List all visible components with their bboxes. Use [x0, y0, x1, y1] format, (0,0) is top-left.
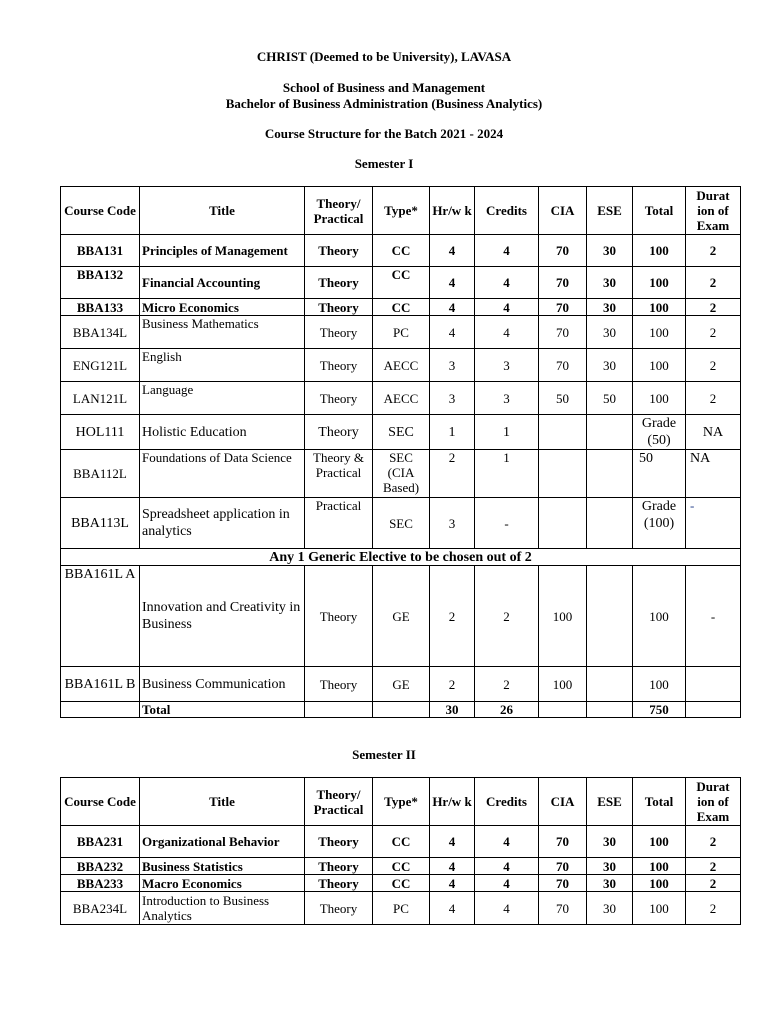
col-header: Title: [140, 778, 305, 826]
blank-cell: [373, 702, 430, 718]
col-header: Title: [140, 187, 305, 235]
course-title: Principles of Management: [140, 235, 305, 267]
col-header: Theory/ Practical: [305, 187, 373, 235]
cia: [539, 450, 587, 498]
hours-week: 2: [430, 566, 475, 667]
theory-practical: Theory: [305, 667, 373, 702]
exam-duration: 2: [686, 267, 741, 299]
course-title: Financial Accounting: [140, 267, 305, 299]
total: 100: [633, 382, 686, 415]
col-header: Theory/ Practical: [305, 778, 373, 826]
total: 100: [633, 267, 686, 299]
theory-practical: Theory: [305, 415, 373, 450]
col-header: CIA: [539, 778, 587, 826]
course-type: GE: [373, 667, 430, 702]
course-type: AECC: [373, 382, 430, 415]
hours-week: 2: [430, 450, 475, 498]
course-type: PC: [373, 316, 430, 349]
credits: 4: [475, 826, 539, 858]
table-row: [61, 566, 741, 667]
semester-1-title: Semester I: [354, 156, 414, 171]
cia: 50: [539, 382, 587, 415]
exam-duration: -: [686, 566, 741, 667]
col-header: Credits: [475, 778, 539, 826]
header-row: [61, 778, 741, 826]
cia: 70: [539, 349, 587, 382]
course-type: CC: [373, 826, 430, 858]
credits: 4: [475, 316, 539, 349]
table-row: [61, 858, 741, 875]
hours-week: 3: [430, 349, 475, 382]
theory-practical: Theory: [305, 349, 373, 382]
course-code: BBA232: [61, 858, 140, 875]
col-header: Type*: [373, 778, 430, 826]
course-code: BBA234L: [61, 892, 140, 925]
col-header: Course Code: [61, 778, 140, 826]
course-code: BBA161L A: [61, 566, 140, 667]
total: 50: [633, 450, 686, 498]
cia: 70: [539, 858, 587, 875]
semester-1-table: [60, 186, 741, 718]
hours-week: 4: [430, 892, 475, 925]
exam-duration: 2: [686, 349, 741, 382]
theory-practical: Theory: [305, 826, 373, 858]
exam-duration: [686, 667, 741, 702]
col-header: Durat ion of Exam: [686, 778, 741, 826]
course-code: ENG121L: [61, 349, 140, 382]
hours-week: 4: [430, 858, 475, 875]
ese: 30: [587, 349, 633, 382]
exam-duration: 2: [686, 382, 741, 415]
exam-duration: 2: [686, 858, 741, 875]
course-type: SEC (CIA Based): [373, 450, 430, 498]
course-title: Macro Economics: [140, 875, 305, 892]
col-header: Credits: [475, 187, 539, 235]
cia: 70: [539, 826, 587, 858]
course-title: Business Mathematics: [140, 316, 305, 349]
course-type: SEC: [373, 498, 430, 549]
theory-practical: Theory: [305, 267, 373, 299]
total-label: Total: [140, 702, 305, 718]
ese: 30: [587, 235, 633, 267]
theory-practical: Theory: [305, 566, 373, 667]
exam-duration: 2: [686, 892, 741, 925]
total: 100: [633, 235, 686, 267]
ese: 30: [587, 267, 633, 299]
course-title: Introduction to Business Analytics: [140, 892, 305, 925]
cia: 70: [539, 875, 587, 892]
total: Grade (100): [633, 498, 686, 549]
ese: 30: [587, 826, 633, 858]
credits: 3: [475, 382, 539, 415]
theory-practical: Theory: [305, 858, 373, 875]
course-title: Business Communication: [140, 667, 305, 702]
credits: 2: [475, 566, 539, 667]
total: 100: [633, 316, 686, 349]
course-code: LAN121L: [61, 382, 140, 415]
exam-duration: 2: [686, 235, 741, 267]
course-code: BBA133: [61, 299, 140, 316]
col-header: Hr/w k: [430, 187, 475, 235]
ese: 30: [587, 892, 633, 925]
exam-duration: NA: [686, 450, 741, 498]
col-header: Type*: [373, 187, 430, 235]
theory-practical: Theory: [305, 316, 373, 349]
total: 100: [633, 299, 686, 316]
theory-practical: Theory: [305, 299, 373, 316]
total-row: [61, 702, 741, 718]
course-type: GE: [373, 566, 430, 667]
hours-week: 3: [430, 498, 475, 549]
cia: 100: [539, 667, 587, 702]
course-type: AECC: [373, 349, 430, 382]
university-title: CHRIST (Deemed to be University), LAVASA: [256, 49, 512, 64]
hours-week: 2: [430, 667, 475, 702]
credits: 4: [475, 299, 539, 316]
credits: 3: [475, 349, 539, 382]
credits: 1: [475, 450, 539, 498]
exam-duration: 2: [686, 299, 741, 316]
table-row: [61, 892, 741, 925]
hours-week: 4: [430, 316, 475, 349]
credits: 4: [475, 892, 539, 925]
header-row: [61, 187, 741, 235]
blank-cell: [587, 702, 633, 718]
course-type: CC: [373, 235, 430, 267]
table-row: [61, 415, 741, 450]
course-code: BBA231: [61, 826, 140, 858]
total: 100: [633, 667, 686, 702]
blank-cell: [686, 702, 741, 718]
ese: [587, 450, 633, 498]
col-header: Total: [633, 187, 686, 235]
table-row: [61, 875, 741, 892]
col-header: Hr/w k: [430, 778, 475, 826]
course-code: BBA112L: [61, 450, 140, 498]
table-row: [61, 299, 741, 316]
table-row: [61, 235, 741, 267]
theory-practical: Theory: [305, 892, 373, 925]
school-title: School of Business and Management: [282, 80, 486, 95]
col-header: Total: [633, 778, 686, 826]
course-code: BBA161L B: [61, 667, 140, 702]
ese: [587, 667, 633, 702]
exam-duration: 2: [686, 826, 741, 858]
grand-total: 750: [633, 702, 686, 718]
credits: 2: [475, 667, 539, 702]
cia: 70: [539, 299, 587, 316]
blank-cell: [305, 702, 373, 718]
blank-cell: [61, 702, 140, 718]
hours-week: 4: [430, 826, 475, 858]
col-header: ESE: [587, 778, 633, 826]
credits: 1: [475, 415, 539, 450]
exam-duration: NA: [686, 415, 741, 450]
cia: [539, 498, 587, 549]
course-title: Innovation and Creativity in Business: [140, 566, 305, 667]
hours-week: 3: [430, 382, 475, 415]
hours-week: 4: [430, 267, 475, 299]
exam-duration: -: [686, 498, 741, 549]
ese: 50: [587, 382, 633, 415]
batch-title: Course Structure for the Batch 2021 - 2024: [264, 126, 504, 141]
cia: 70: [539, 267, 587, 299]
table-row: [61, 826, 741, 858]
course-type: SEC: [373, 415, 430, 450]
total: 100: [633, 892, 686, 925]
cia: [539, 415, 587, 450]
total: 100: [633, 826, 686, 858]
ese: [587, 498, 633, 549]
credits: 4: [475, 267, 539, 299]
course-code: BBA132: [61, 267, 140, 299]
table-row: [61, 450, 741, 498]
credits: 4: [475, 875, 539, 892]
table-row: [61, 382, 741, 415]
total-credits: 26: [475, 702, 539, 718]
course-title: Business Statistics: [140, 858, 305, 875]
course-code: BBA134L: [61, 316, 140, 349]
theory-practical: Theory & Practical: [305, 450, 373, 498]
course-code: BBA113L: [61, 498, 140, 549]
course-title: Holistic Education: [140, 415, 305, 450]
table-row: [61, 316, 741, 349]
col-header: Durat ion of Exam: [686, 187, 741, 235]
course-title: Micro Economics: [140, 299, 305, 316]
course-type: CC: [373, 267, 430, 299]
course-code: BBA233: [61, 875, 140, 892]
credits: 4: [475, 235, 539, 267]
cia: 70: [539, 892, 587, 925]
course-title: Foundations of Data Science: [140, 450, 305, 498]
program-title: Bachelor of Business Administration (Business Analytics): [225, 96, 543, 111]
theory-practical: Theory: [305, 235, 373, 267]
exam-duration: 2: [686, 875, 741, 892]
table-row: [61, 349, 741, 382]
course-title: Organizational Behavior: [140, 826, 305, 858]
ese: 30: [587, 875, 633, 892]
course-title: English: [140, 349, 305, 382]
ese: 30: [587, 299, 633, 316]
course-type: PC: [373, 892, 430, 925]
hours-week: 4: [430, 875, 475, 892]
table-row: [61, 498, 741, 549]
exam-duration: 2: [686, 316, 741, 349]
semester-2-table: [60, 777, 741, 925]
total: 100: [633, 349, 686, 382]
theory-practical: Theory: [305, 382, 373, 415]
col-header: ESE: [587, 187, 633, 235]
course-type: CC: [373, 299, 430, 316]
course-type: CC: [373, 875, 430, 892]
cia: 70: [539, 316, 587, 349]
hours-week: 4: [430, 235, 475, 267]
cia: 70: [539, 235, 587, 267]
col-header: CIA: [539, 187, 587, 235]
table-row: [61, 267, 741, 299]
total: Grade (50): [633, 415, 686, 450]
theory-practical: Theory: [305, 875, 373, 892]
total: 100: [633, 566, 686, 667]
total: 100: [633, 858, 686, 875]
semester-2-title: Semester II: [352, 747, 416, 762]
blank-cell: [539, 702, 587, 718]
ese: 30: [587, 316, 633, 349]
course-code: HOL111: [61, 415, 140, 450]
total: 100: [633, 875, 686, 892]
table-row: [61, 667, 741, 702]
ese: 30: [587, 858, 633, 875]
col-header: Course Code: [61, 187, 140, 235]
theory-practical: Practical: [305, 498, 373, 549]
course-title: Language: [140, 382, 305, 415]
hours-week: 4: [430, 299, 475, 316]
hours-week: 1: [430, 415, 475, 450]
cia: 100: [539, 566, 587, 667]
course-title: Spreadsheet application in analytics: [140, 498, 305, 549]
course-code: BBA131: [61, 235, 140, 267]
credits: -: [475, 498, 539, 549]
ese: [587, 566, 633, 667]
course-type: CC: [373, 858, 430, 875]
total-hours: 30: [430, 702, 475, 718]
ese: [587, 415, 633, 450]
elective-heading: Any 1 Generic Elective to be chosen out of 2: [61, 549, 741, 566]
credits: 4: [475, 858, 539, 875]
elective-heading-row: [61, 549, 741, 566]
